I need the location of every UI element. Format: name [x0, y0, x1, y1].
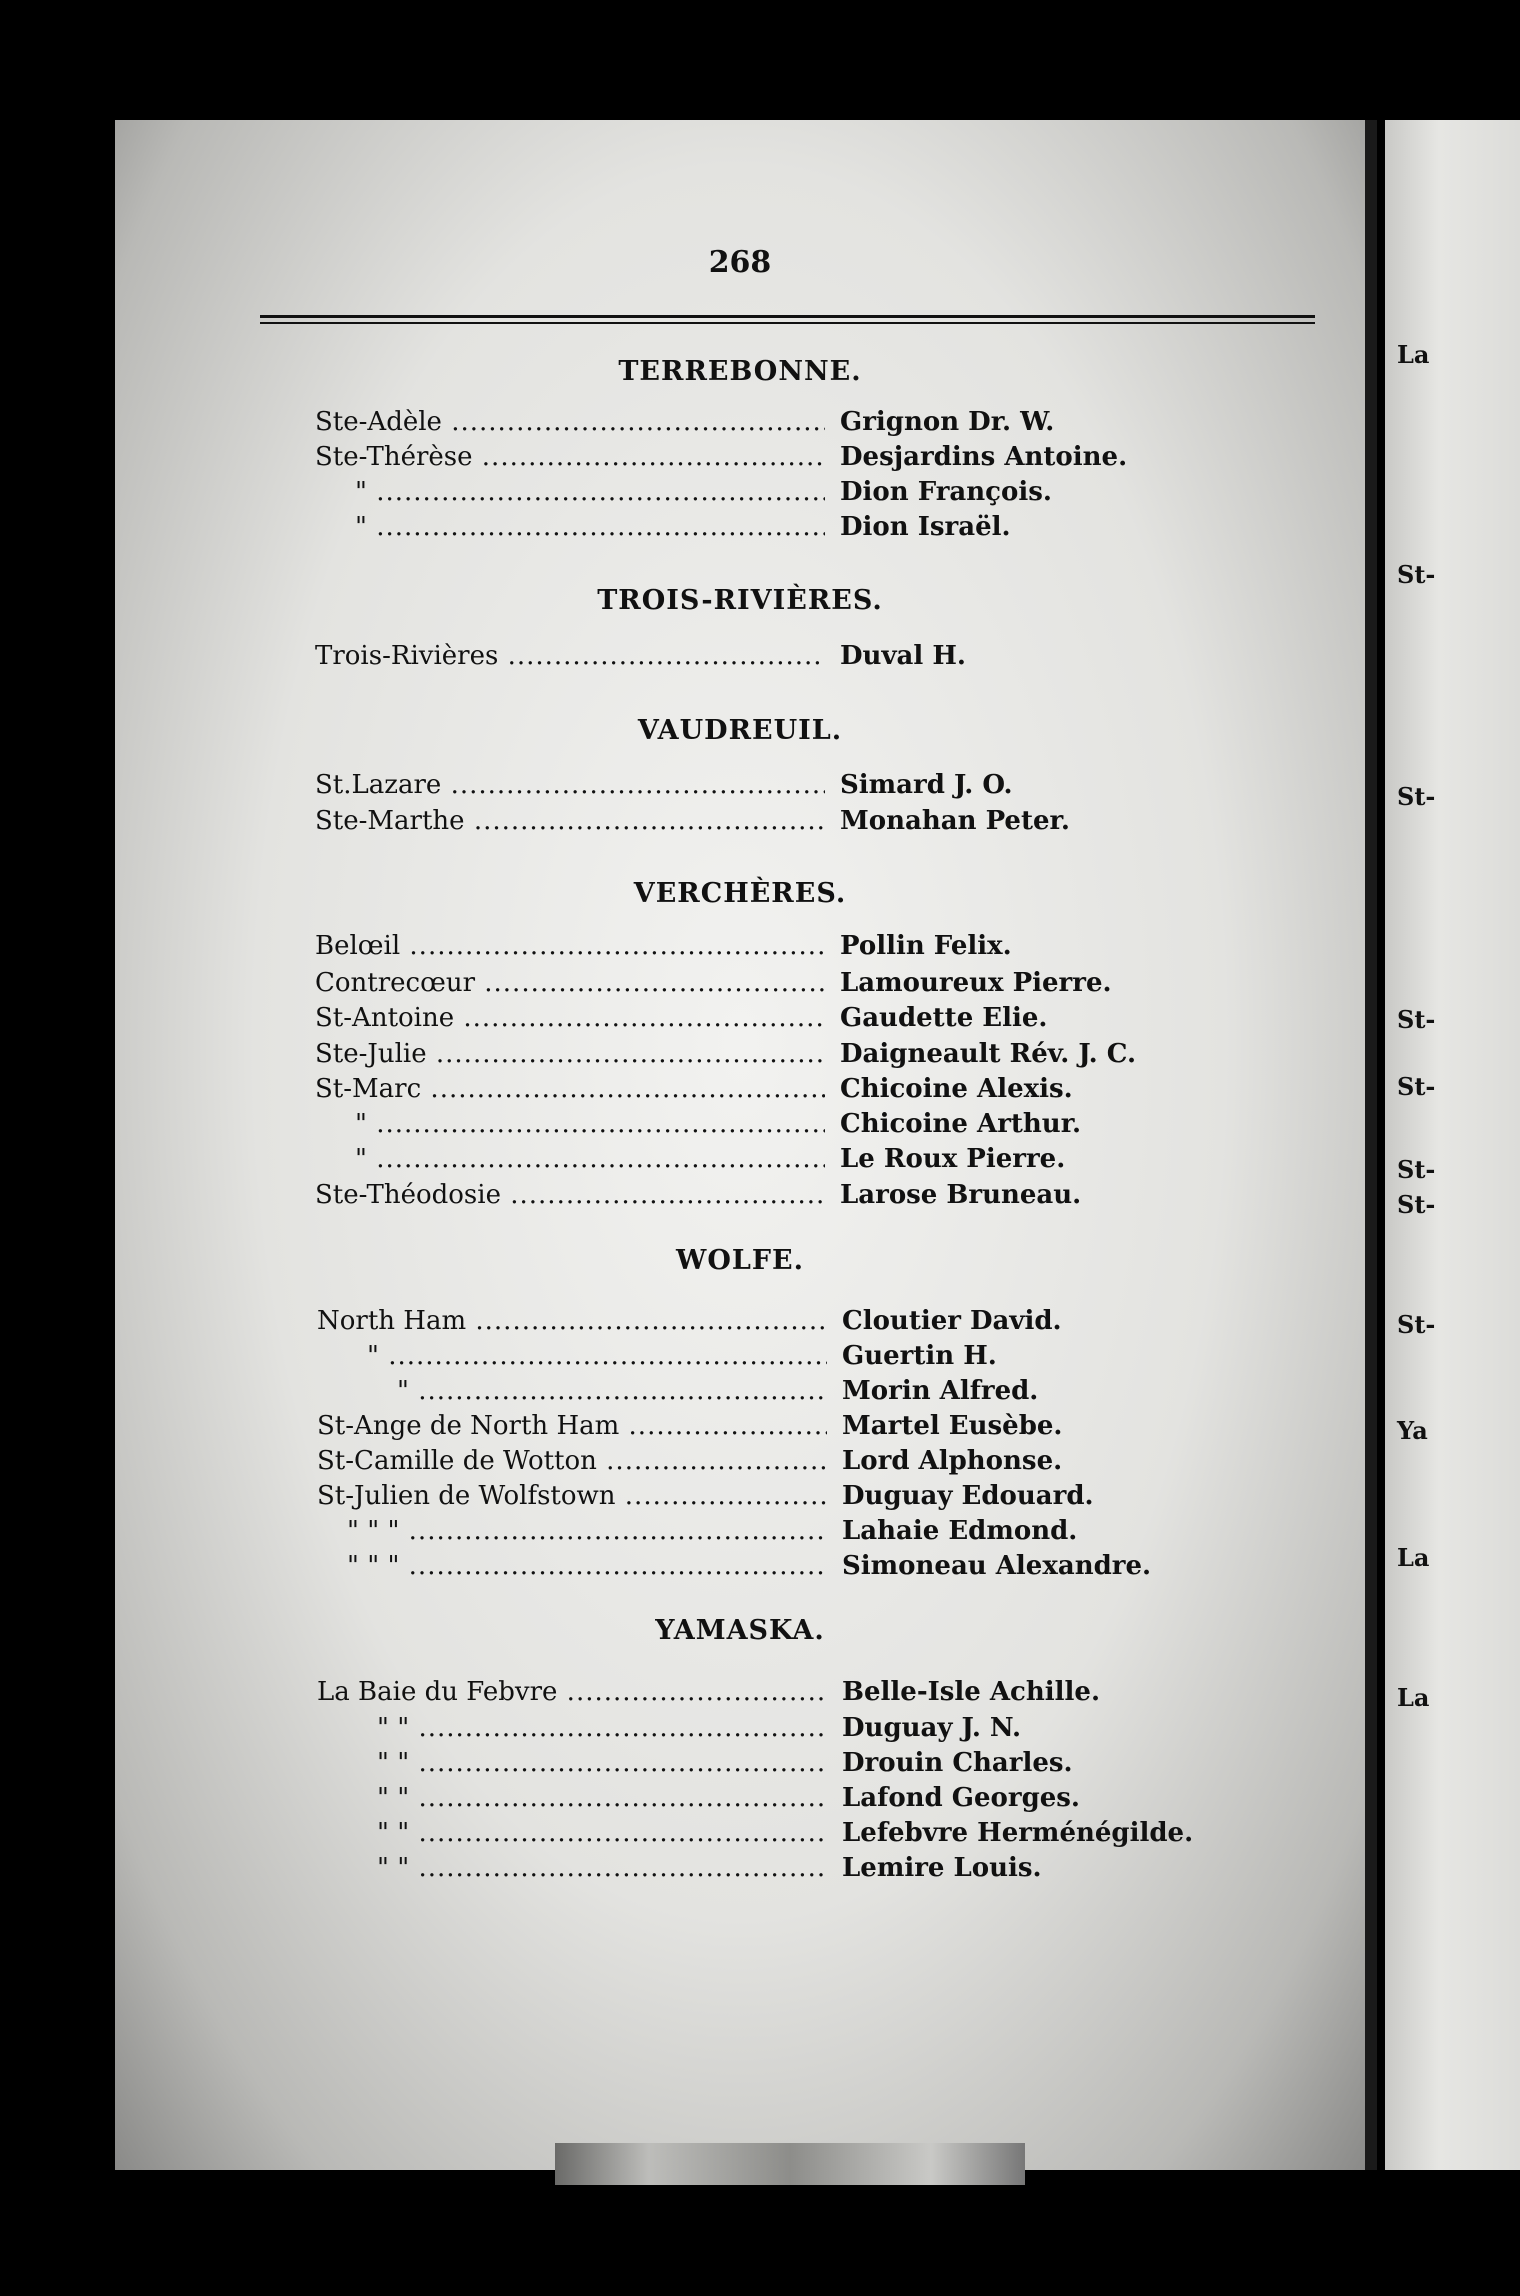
- person-name: Guertin H.: [842, 1341, 997, 1371]
- header-rule: [260, 315, 1315, 318]
- place-name: " .....: [315, 474, 825, 510]
- facing-text: La: [1397, 1683, 1430, 1712]
- place-name: St-Ange de North Ham .....: [317, 1408, 827, 1444]
- section-title-wolfe: WOLFE.: [676, 1245, 804, 1276]
- person-name: Lafond Georges.: [842, 1783, 1080, 1813]
- place-name: La Baie du Febvre .....: [317, 1674, 827, 1710]
- facing-text: St-: [1397, 560, 1436, 589]
- place-name: Ste-Thérèse .....: [315, 439, 825, 475]
- place-name: " " .....: [317, 1745, 827, 1781]
- place-name: St-Antoine .....: [315, 1000, 825, 1036]
- place-name: Contrecœur .....: [315, 965, 825, 1001]
- person-name: Cloutier David.: [842, 1306, 1062, 1336]
- place-name: St.Lazare .....: [315, 767, 825, 803]
- person-name: Simoneau Alexandre.: [842, 1551, 1152, 1581]
- page-number: 268: [708, 245, 772, 280]
- person-name: Lahaie Edmond.: [842, 1516, 1078, 1546]
- place-name: Ste-Théodosie .....: [315, 1177, 825, 1213]
- person-name: Duguay Edouard.: [842, 1481, 1094, 1511]
- person-name: Simard J. O.: [840, 770, 1013, 800]
- place-name: " " .....: [317, 1780, 827, 1816]
- person-name: Le Roux Pierre.: [840, 1144, 1066, 1174]
- section-title-terrebonne: TERREBONNE.: [618, 356, 862, 387]
- person-name: Lamoureux Pierre.: [840, 968, 1112, 998]
- book-page: [115, 120, 1365, 2170]
- person-name: Belle-Isle Achille.: [842, 1677, 1101, 1707]
- facing-text: La: [1397, 340, 1430, 369]
- person-name: Duval H.: [840, 641, 966, 671]
- person-name: Duguay J. N.: [842, 1713, 1022, 1743]
- person-name: Larose Bruneau.: [840, 1180, 1082, 1210]
- place-name: " .....: [317, 1373, 827, 1409]
- place-name: Trois-Rivières .....: [315, 638, 825, 674]
- facing-text: St-: [1397, 782, 1436, 811]
- place-name: " .....: [315, 1106, 825, 1142]
- facing-text: St-: [1397, 1190, 1436, 1219]
- person-name: Lefebvre Herménégilde.: [842, 1818, 1194, 1848]
- place-name: St-Camille de Wotton .....: [317, 1443, 827, 1479]
- place-name: North Ham .....: [317, 1303, 827, 1339]
- place-name: " .....: [315, 1141, 825, 1177]
- person-name: Monahan Peter.: [840, 806, 1070, 836]
- place-name: Belœil .....: [315, 928, 825, 964]
- page-gutter: [1365, 120, 1377, 2170]
- place-name: " " .....: [317, 1710, 827, 1746]
- place-name: " " .....: [317, 1815, 827, 1851]
- person-name: Drouin Charles.: [842, 1748, 1073, 1778]
- place-name: " " " .....: [317, 1548, 827, 1584]
- person-name: Martel Eusèbe.: [842, 1411, 1063, 1441]
- person-name: Desjardins Antoine.: [840, 442, 1128, 472]
- facing-text: St-: [1397, 1155, 1436, 1184]
- facing-text: St-: [1397, 1005, 1436, 1034]
- person-name: Grignon Dr. W.: [840, 407, 1055, 437]
- facing-text: St-: [1397, 1072, 1436, 1101]
- person-name: Lord Alphonse.: [842, 1446, 1063, 1476]
- person-name: Gaudette Elie.: [840, 1003, 1048, 1033]
- place-name: " .....: [317, 1338, 827, 1374]
- person-name: Dion Israël.: [840, 512, 1011, 542]
- facing-text: Ya: [1397, 1416, 1428, 1445]
- section-title-vercheres: VERCHÈRES.: [633, 878, 847, 909]
- person-name: Pollin Felix.: [840, 931, 1012, 961]
- facing-page-fragment: [1385, 120, 1520, 2170]
- section-title-trois-rivieres: TROIS-RIVIÈRES.: [597, 585, 883, 616]
- place-name: Ste-Marthe .....: [315, 803, 825, 839]
- place-name: St-Marc .....: [315, 1071, 825, 1107]
- facing-text: La: [1397, 1543, 1430, 1572]
- person-name: Daigneault Rév. J. C.: [840, 1039, 1137, 1069]
- section-title-yamaska: YAMASKA.: [655, 1615, 825, 1646]
- person-name: Chicoine Alexis.: [840, 1074, 1073, 1104]
- header-rule-thin: [260, 322, 1315, 324]
- place-name: St-Julien de Wolfstown .....: [317, 1478, 827, 1514]
- section-title-vaudreuil: VAUDREUIL.: [637, 715, 843, 746]
- facing-text: St-: [1397, 1310, 1436, 1339]
- person-name: Lemire Louis.: [842, 1853, 1042, 1883]
- place-name: " " " .....: [317, 1513, 827, 1549]
- place-name: Ste-Adèle .....: [315, 404, 825, 440]
- torn-paper-strip: [555, 2143, 1025, 2185]
- place-name: " .....: [315, 509, 825, 545]
- place-name: " " .....: [317, 1850, 827, 1886]
- person-name: Chicoine Arthur.: [840, 1109, 1082, 1139]
- place-name: Ste-Julie .....: [315, 1036, 825, 1072]
- person-name: Dion François.: [840, 477, 1052, 507]
- person-name: Morin Alfred.: [842, 1376, 1039, 1406]
